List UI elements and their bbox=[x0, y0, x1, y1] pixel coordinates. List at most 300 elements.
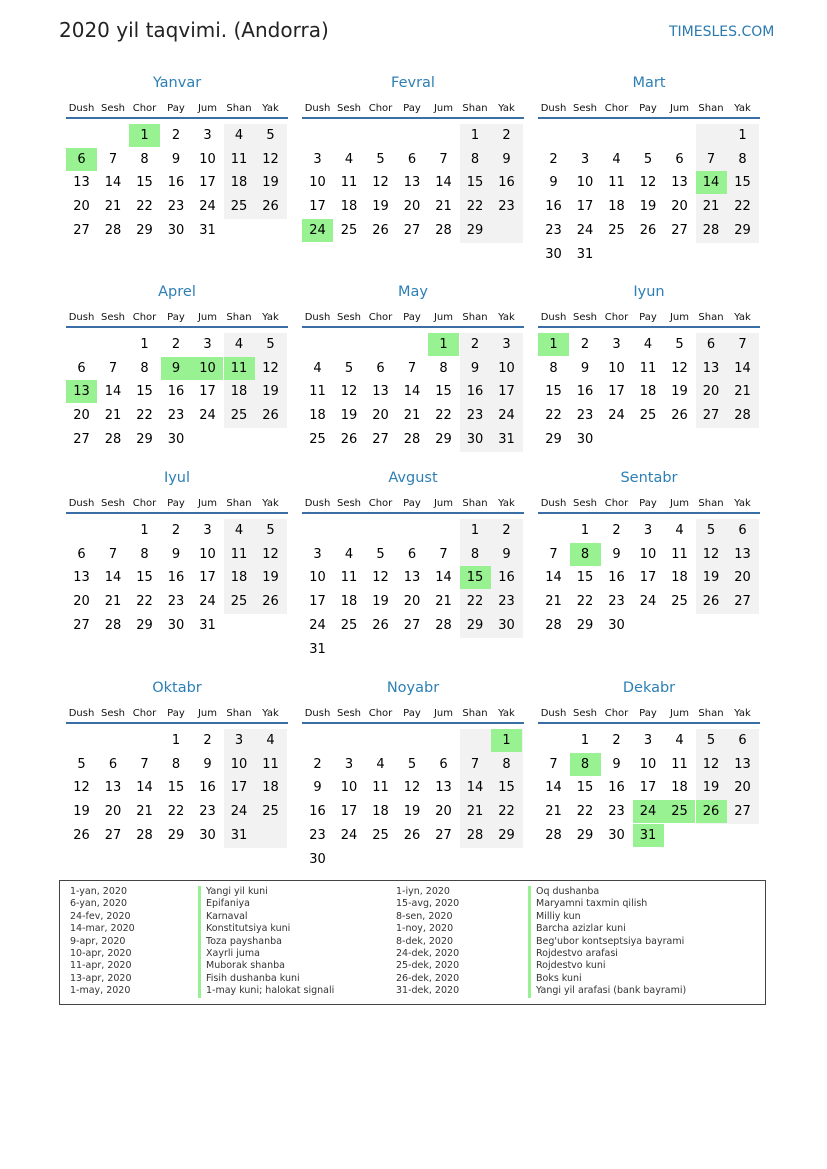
calendar-day: 7 bbox=[407, 360, 417, 376]
calendar-day: 22 bbox=[435, 408, 452, 424]
calendar-day: 29 bbox=[576, 617, 594, 633]
weekday-label: Shan bbox=[698, 312, 724, 323]
weekday-header bbox=[302, 95, 524, 119]
calendar-day: 22 bbox=[466, 199, 484, 215]
weekday-label: Pay bbox=[403, 103, 421, 114]
day-grid bbox=[66, 119, 288, 261]
calendar-day: 22 bbox=[136, 199, 153, 215]
legend-date: 25-dek, 2020 bbox=[396, 960, 460, 972]
calendar-day: 8 bbox=[470, 151, 480, 167]
calendar-day: 14 bbox=[734, 360, 751, 376]
calendar-day: 30 bbox=[199, 827, 216, 843]
calendar-day: 6 bbox=[706, 337, 716, 352]
day-grid bbox=[302, 724, 524, 866]
calendar-day: 9 bbox=[502, 151, 511, 167]
calendar-day: 3 bbox=[643, 733, 653, 748]
calendar-day: 3 bbox=[502, 337, 511, 352]
calendar-day: 11 bbox=[230, 546, 248, 562]
weekday-label: Chor bbox=[604, 708, 629, 719]
month-name: Mart bbox=[632, 75, 666, 91]
calendar-day: 4 bbox=[313, 360, 322, 376]
calendar-day: 19 bbox=[372, 199, 389, 215]
legend-names-right bbox=[528, 886, 686, 998]
weekday-label: Yak bbox=[498, 103, 515, 114]
calendar-day: 25 bbox=[230, 594, 248, 610]
month-dekabr bbox=[538, 679, 760, 866]
calendar-day: 22 bbox=[466, 594, 484, 610]
day-grid bbox=[66, 724, 288, 866]
calendar-day: 28 bbox=[734, 408, 751, 424]
calendar-day: 13 bbox=[671, 175, 688, 191]
calendar-day: 19 bbox=[702, 570, 720, 586]
weekday-label: Chor bbox=[132, 312, 157, 323]
calendar-day: 6 bbox=[77, 360, 86, 376]
calendar-day: 27 bbox=[734, 804, 751, 820]
calendar-day: 10 bbox=[498, 360, 515, 376]
calendar-day: 29 bbox=[167, 827, 185, 843]
calendar-day: 25 bbox=[230, 408, 248, 424]
calendar-day: 1 bbox=[470, 128, 480, 143]
month-iyun bbox=[538, 283, 760, 470]
weekday-label: Jum bbox=[433, 103, 454, 114]
calendar-day: 13 bbox=[435, 780, 452, 796]
calendar-day: 22 bbox=[576, 804, 594, 820]
month-name: Iyul bbox=[163, 470, 191, 486]
calendar-day: 8 bbox=[549, 360, 558, 376]
calendar-day: 28 bbox=[545, 827, 562, 843]
calendar-day: 28 bbox=[435, 222, 452, 238]
calendar-day: 6 bbox=[675, 151, 684, 167]
legend-date: 9-apr, 2020 bbox=[70, 935, 126, 947]
calendar-day: 31 bbox=[230, 827, 248, 843]
weekday-header bbox=[66, 700, 288, 724]
weekday-header bbox=[302, 304, 524, 328]
calendar-day: 14 bbox=[104, 570, 122, 586]
calendar-day: 8 bbox=[738, 151, 747, 167]
calendar-day: 15 bbox=[734, 175, 751, 191]
calendar-day: 30 bbox=[608, 827, 625, 843]
weekday-label: Yak bbox=[262, 498, 279, 509]
calendar-day: 12 bbox=[262, 151, 279, 167]
calendar-day: 29 bbox=[576, 827, 594, 843]
day-grid bbox=[302, 514, 524, 656]
calendar-day: 30 bbox=[167, 617, 185, 633]
calendar-day: 15 bbox=[136, 384, 153, 400]
weekday-label: Sesh bbox=[100, 498, 126, 509]
weekday-label: Sesh bbox=[572, 498, 598, 509]
calendar-day: 14 bbox=[545, 780, 562, 796]
calendar-day: 20 bbox=[372, 408, 389, 424]
weekday-label: Jum bbox=[669, 498, 690, 509]
calendar-day: 18 bbox=[262, 780, 279, 796]
calendar-day: 19 bbox=[262, 384, 279, 400]
legend-holiday-name: Fisih dushanba kuni bbox=[198, 973, 334, 985]
weekday-label: Pay bbox=[403, 708, 421, 719]
weekday-label: Yak bbox=[498, 708, 515, 719]
calendar-day: 6 bbox=[407, 546, 417, 562]
calendar-day: 17 bbox=[230, 780, 248, 796]
calendar-day: 27 bbox=[73, 222, 90, 238]
legend-date: 15-avg, 2020 bbox=[396, 898, 460, 910]
weekday-label: Sesh bbox=[100, 708, 126, 719]
weekday-header bbox=[538, 490, 760, 514]
calendar-day: 12 bbox=[340, 384, 358, 400]
calendar-day: 10 bbox=[309, 175, 326, 191]
calendar-day: 20 bbox=[435, 804, 452, 820]
weekday-label: Jum bbox=[197, 708, 218, 719]
holiday-day: 8 bbox=[570, 753, 601, 776]
calendar-day: 18 bbox=[608, 199, 625, 215]
calendar-day: 8 bbox=[470, 546, 480, 562]
calendar-day: 5 bbox=[407, 756, 417, 772]
calendar-day: 4 bbox=[675, 523, 684, 538]
calendar-day: 6 bbox=[376, 360, 385, 376]
calendar-day: 6 bbox=[738, 733, 747, 748]
calendar-day: 29 bbox=[466, 222, 484, 238]
calendar-day: 27 bbox=[671, 222, 688, 238]
calendar-day: 17 bbox=[639, 570, 657, 586]
holiday-day: 1 bbox=[491, 729, 522, 752]
calendar-day: 2 bbox=[313, 756, 322, 772]
calendar-day: 16 bbox=[498, 175, 515, 191]
calendar-day: 29 bbox=[498, 827, 515, 843]
calendar-day: 29 bbox=[136, 617, 153, 633]
calendar-day: 1 bbox=[140, 523, 149, 538]
legend-date: 10-apr, 2020 bbox=[70, 948, 132, 960]
calendar-day: 27 bbox=[403, 617, 421, 633]
calendar-day: 13 bbox=[403, 175, 421, 191]
calendar-day: 18 bbox=[230, 384, 248, 400]
weekday-header bbox=[538, 304, 760, 328]
calendar-day: 12 bbox=[403, 780, 421, 796]
weekday-label: Yak bbox=[734, 103, 751, 114]
calendar-day: 20 bbox=[734, 570, 751, 586]
legend-names-left bbox=[198, 886, 334, 998]
calendar-day: 18 bbox=[309, 408, 326, 424]
weekday-label: Sesh bbox=[336, 103, 362, 114]
legend-holiday-name: Xayrli juma bbox=[198, 948, 334, 960]
calendar-day: 11 bbox=[340, 175, 358, 191]
calendar-day: 8 bbox=[171, 756, 181, 772]
holiday-day: 24 bbox=[633, 800, 664, 823]
legend-date: 1-may, 2020 bbox=[70, 985, 131, 997]
month-name: Yanvar bbox=[152, 75, 202, 91]
calendar-day: 12 bbox=[372, 175, 389, 191]
calendar-day: 19 bbox=[702, 780, 720, 796]
legend-holiday-name: Milliy kun bbox=[528, 911, 686, 923]
calendar-day: 14 bbox=[435, 570, 452, 586]
weekday-label: Dush bbox=[68, 708, 95, 719]
calendar-day: 5 bbox=[266, 337, 275, 352]
calendar-day: 29 bbox=[435, 431, 452, 447]
weekday-label: Yak bbox=[262, 312, 279, 323]
calendar-day: 18 bbox=[671, 570, 688, 586]
calendar-day: 14 bbox=[136, 780, 153, 796]
weekday-label: Chor bbox=[132, 708, 157, 719]
calendar-day: 19 bbox=[671, 384, 688, 400]
weekday-label: Chor bbox=[132, 103, 157, 114]
holiday-day: 8 bbox=[570, 543, 601, 566]
calendar-day: 17 bbox=[199, 570, 216, 586]
calendar-day: 22 bbox=[136, 408, 153, 424]
holiday-day: 13 bbox=[66, 380, 97, 403]
calendar-day: 19 bbox=[639, 199, 657, 215]
calendar-day: 30 bbox=[167, 431, 185, 447]
calendar-day: 17 bbox=[576, 199, 594, 215]
legend-holiday-name: Maryamni taxmin qilish bbox=[528, 898, 686, 910]
calendar-day: 7 bbox=[439, 546, 448, 562]
day-grid bbox=[66, 514, 288, 656]
calendar-day: 1 bbox=[580, 523, 590, 538]
calendar-day: 11 bbox=[671, 756, 688, 772]
calendar-day: 29 bbox=[545, 431, 562, 447]
calendar-day: 6 bbox=[407, 151, 417, 167]
calendar-day: 19 bbox=[372, 594, 389, 610]
calendar-day: 31 bbox=[576, 246, 594, 262]
holiday-day: 1 bbox=[428, 333, 459, 356]
calendar-day: 8 bbox=[140, 546, 149, 562]
day-grid bbox=[538, 724, 760, 866]
calendar-day: 31 bbox=[498, 431, 515, 447]
calendar-day: 28 bbox=[104, 222, 122, 238]
weekday-label: Pay bbox=[167, 708, 185, 719]
calendar-day: 1 bbox=[470, 523, 480, 538]
calendar-day: 12 bbox=[671, 360, 688, 376]
month-avgust bbox=[302, 469, 524, 656]
calendar-day: 2 bbox=[171, 523, 181, 538]
weekday-label: Chor bbox=[368, 498, 393, 509]
calendar-day: 2 bbox=[580, 337, 590, 352]
weekday-label: Chor bbox=[368, 708, 393, 719]
month-sentabr bbox=[538, 469, 760, 656]
legend-holiday-name: Epifaniya bbox=[198, 898, 334, 910]
calendar-day: 12 bbox=[262, 546, 279, 562]
month-yanvar bbox=[66, 74, 288, 261]
holiday-day: 14 bbox=[696, 171, 727, 194]
calendar-day: 20 bbox=[73, 199, 90, 215]
site-link[interactable]: TIMESLES.COM bbox=[669, 24, 775, 40]
calendar-day: 18 bbox=[671, 780, 688, 796]
calendar-day: 6 bbox=[738, 523, 747, 538]
calendar-day: 16 bbox=[167, 175, 185, 191]
calendar-day: 17 bbox=[340, 804, 358, 820]
calendar-day: 15 bbox=[466, 175, 484, 191]
day-grid bbox=[66, 328, 288, 470]
calendar-day: 11 bbox=[340, 570, 358, 586]
calendar-day: 26 bbox=[671, 408, 688, 424]
legend-holiday-name: Toza payshanba bbox=[198, 936, 334, 948]
calendar-day: 20 bbox=[403, 199, 421, 215]
weekday-label: Dush bbox=[540, 312, 567, 323]
calendar-day: 14 bbox=[435, 175, 452, 191]
calendar-day: 15 bbox=[435, 384, 452, 400]
calendar-day: 23 bbox=[309, 827, 326, 843]
calendar-day: 24 bbox=[639, 594, 657, 610]
calendar-day: 2 bbox=[612, 733, 621, 748]
calendar-day: 18 bbox=[372, 804, 389, 820]
legend-holiday-name: Beg'ubor kontseptsiya bayrami bbox=[528, 936, 686, 948]
calendar-day: 20 bbox=[73, 594, 90, 610]
calendar-day: 26 bbox=[262, 199, 279, 215]
calendar-day: 28 bbox=[545, 617, 562, 633]
calendar-day: 15 bbox=[136, 175, 153, 191]
calendar-day: 31 bbox=[199, 617, 216, 633]
calendar-day: 7 bbox=[108, 360, 118, 376]
weekday-label: Sesh bbox=[572, 708, 598, 719]
calendar-day: 25 bbox=[230, 199, 248, 215]
calendar-day: 25 bbox=[639, 408, 657, 424]
legend-holiday-name: Yangi yil kuni bbox=[198, 886, 334, 898]
calendar-day: 21 bbox=[136, 804, 153, 820]
weekday-label: Jum bbox=[197, 312, 218, 323]
weekday-label: Dush bbox=[540, 103, 567, 114]
calendar-day: 6 bbox=[439, 756, 448, 772]
holiday-day: 26 bbox=[696, 800, 727, 823]
weekday-header bbox=[66, 304, 288, 328]
legend-holiday-name: Yangi yil arafasi (bank bayrami) bbox=[528, 985, 686, 997]
calendar-day: 14 bbox=[545, 570, 562, 586]
calendar-day: 17 bbox=[608, 384, 625, 400]
calendar-day: 26 bbox=[372, 617, 389, 633]
legend-date: 6-yan, 2020 bbox=[70, 898, 127, 910]
legend-date: 8-sen, 2020 bbox=[396, 910, 453, 922]
calendar-day: 16 bbox=[608, 570, 625, 586]
weekday-label: Pay bbox=[639, 312, 657, 323]
weekday-label: Dush bbox=[304, 312, 331, 323]
calendar-day: 23 bbox=[498, 199, 515, 215]
calendar-day: 20 bbox=[702, 384, 720, 400]
calendar-day: 5 bbox=[344, 360, 354, 376]
calendar-day: 13 bbox=[403, 570, 421, 586]
calendar-day: 15 bbox=[576, 780, 594, 796]
calendar-day: 7 bbox=[140, 756, 149, 772]
calendar-day: 10 bbox=[608, 360, 625, 376]
calendar-day: 19 bbox=[262, 175, 279, 191]
calendar-day: 13 bbox=[73, 175, 90, 191]
calendar-day: 23 bbox=[199, 804, 216, 820]
calendar-day: 14 bbox=[104, 384, 122, 400]
month-name: Dekabr bbox=[622, 680, 676, 696]
weekday-label: Shan bbox=[462, 312, 488, 323]
month-name: May bbox=[398, 284, 428, 300]
page-title: 2020 yil taqvimi. (Andorra) bbox=[59, 18, 329, 42]
weekday-label: Sesh bbox=[100, 103, 126, 114]
calendar-day: 4 bbox=[234, 337, 244, 352]
month-name: Sentabr bbox=[620, 470, 678, 486]
calendar-day: 17 bbox=[309, 594, 326, 610]
calendar-day: 28 bbox=[104, 617, 122, 633]
calendar-day: 24 bbox=[309, 617, 326, 633]
calendar-day: 18 bbox=[230, 175, 248, 191]
legend-holiday-name: 1-may kuni; halokat signali bbox=[198, 985, 334, 997]
weekday-label: Yak bbox=[498, 498, 515, 509]
weekday-label: Jum bbox=[669, 103, 690, 114]
calendar-day: 26 bbox=[73, 827, 90, 843]
calendar-day: 26 bbox=[702, 594, 720, 610]
calendar-day: 27 bbox=[435, 827, 452, 843]
calendar-day: 29 bbox=[734, 222, 751, 238]
holiday-day: 31 bbox=[633, 824, 664, 847]
calendar-day: 25 bbox=[608, 222, 625, 238]
legend-date: 1-yan, 2020 bbox=[70, 886, 127, 897]
legend-date: 14-mar, 2020 bbox=[70, 923, 135, 935]
weekday-label: Sesh bbox=[572, 103, 598, 114]
calendar-day: 2 bbox=[502, 128, 511, 143]
calendar-day: 23 bbox=[167, 408, 185, 424]
weekday-label: Sesh bbox=[336, 708, 362, 719]
calendar-day: 9 bbox=[171, 151, 181, 167]
month-noyabr bbox=[302, 679, 524, 866]
calendar-day: 23 bbox=[167, 594, 185, 610]
calendar-day: 23 bbox=[608, 804, 625, 820]
calendar-day: 2 bbox=[612, 523, 621, 538]
calendar-day: 25 bbox=[262, 804, 279, 820]
legend-dates-left bbox=[70, 886, 135, 998]
calendar-day: 4 bbox=[643, 337, 653, 352]
calendar-day: 2 bbox=[203, 733, 212, 748]
calendar-day: 3 bbox=[234, 733, 244, 748]
legend-date: 26-dek, 2020 bbox=[396, 972, 460, 984]
calendar-day: 20 bbox=[73, 408, 90, 424]
legend-holiday-name: Rojdestvo kuni bbox=[528, 960, 686, 972]
calendar-day: 8 bbox=[502, 756, 511, 772]
calendar-day: 4 bbox=[344, 546, 354, 562]
calendar-day: 8 bbox=[140, 360, 149, 376]
calendar-day: 13 bbox=[734, 546, 751, 562]
calendar-day: 29 bbox=[466, 617, 484, 633]
calendar-day: 3 bbox=[612, 337, 621, 352]
legend-date: 11-apr, 2020 bbox=[70, 960, 132, 972]
weekday-label: Yak bbox=[734, 498, 751, 509]
weekday-label: Pay bbox=[167, 312, 185, 323]
calendar-day: 28 bbox=[136, 827, 153, 843]
calendar-day: 6 bbox=[77, 546, 86, 562]
calendar-day: 9 bbox=[612, 756, 621, 772]
legend-date: 13-apr, 2020 bbox=[70, 972, 132, 984]
legend-date: 1-iyn, 2020 bbox=[396, 886, 450, 897]
weekday-label: Pay bbox=[167, 103, 185, 114]
calendar-day: 3 bbox=[203, 128, 212, 143]
calendar-day: 12 bbox=[702, 756, 720, 772]
calendar-day: 3 bbox=[313, 546, 322, 562]
calendar-day: 10 bbox=[199, 151, 216, 167]
calendar-day: 16 bbox=[545, 199, 562, 215]
calendar-day: 16 bbox=[199, 780, 216, 796]
calendar-day: 17 bbox=[639, 780, 657, 796]
calendar-day: 9 bbox=[203, 756, 212, 772]
calendar-day: 28 bbox=[702, 222, 720, 238]
calendar-day: 10 bbox=[230, 756, 248, 772]
weekday-label: Shan bbox=[226, 708, 252, 719]
month-iyul bbox=[66, 469, 288, 656]
weekday-label: Chor bbox=[604, 498, 629, 509]
weekday-header bbox=[302, 700, 524, 724]
calendar-day: 16 bbox=[466, 384, 484, 400]
calendar-day: 21 bbox=[466, 804, 484, 820]
weekday-header bbox=[538, 700, 760, 724]
calendar-day: 27 bbox=[104, 827, 122, 843]
calendar-day: 13 bbox=[73, 570, 90, 586]
calendar-day: 1 bbox=[140, 337, 149, 352]
calendar-day: 1 bbox=[580, 733, 590, 748]
calendar-day: 16 bbox=[309, 804, 326, 820]
calendar-day: 20 bbox=[403, 594, 421, 610]
weekday-label: Shan bbox=[462, 103, 488, 114]
calendar-day: 15 bbox=[167, 780, 185, 796]
weekday-label: Shan bbox=[226, 312, 252, 323]
legend-date: 8-dek, 2020 bbox=[396, 935, 454, 947]
weekday-label: Chor bbox=[368, 103, 393, 114]
